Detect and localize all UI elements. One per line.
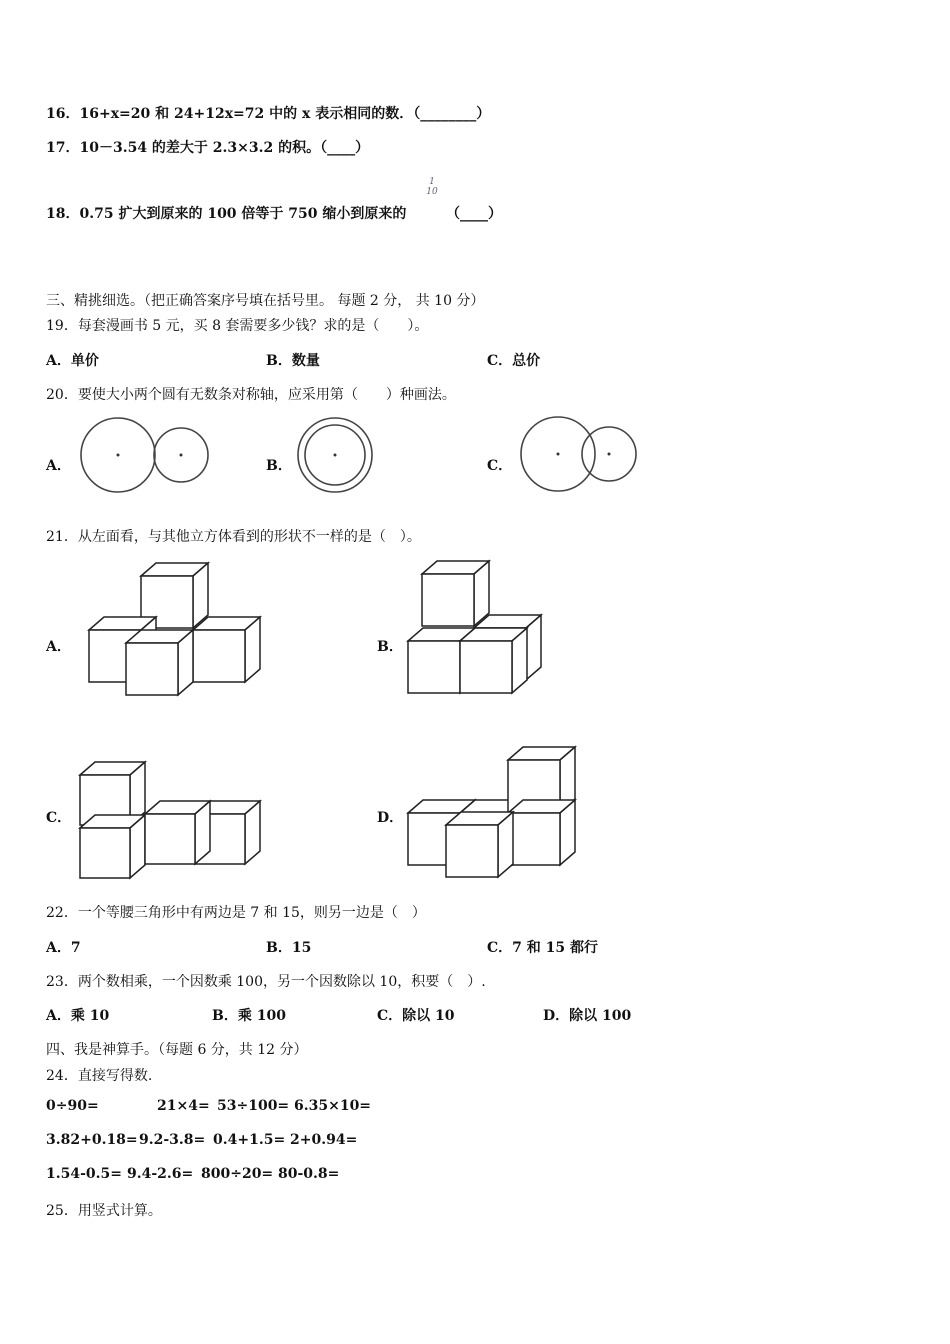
q19-option-a: A．单价: [46, 353, 99, 369]
cube: [508, 800, 575, 865]
cube-figures: [80, 561, 575, 878]
fraction-numerator: 1: [429, 177, 435, 187]
fraction-denominator: 10: [426, 187, 438, 197]
q22-option-b: B．15: [266, 940, 312, 956]
q21-option-b: B．: [377, 639, 403, 655]
q22-option-c: C．7 和 15 都行: [487, 940, 598, 956]
question-19: 19．每套漫画书 5 元，买 8 套需要多少钱？求的是（ ）。: [46, 318, 429, 334]
cube: [126, 630, 193, 695]
question-22: 22．一个等腰三角形中有两边是 7 和 15，则另一边是（ ）: [46, 905, 426, 921]
calc-item: 3.82+0.18=: [46, 1132, 138, 1148]
q21-option-a: A．: [46, 639, 71, 655]
cube: [446, 812, 513, 877]
q20-option-c: C．: [487, 458, 513, 474]
calc-item: 2+0.94=: [290, 1132, 358, 1148]
calc-item: 0.4+1.5=: [213, 1132, 286, 1148]
q23-option-b: B．乘 100: [212, 1008, 286, 1024]
calc-item: 9.4-2.6=: [127, 1166, 194, 1182]
q20-option-a: A．: [46, 458, 71, 474]
center-dot: [117, 454, 120, 457]
q23-option-d: D．除以 100: [543, 1008, 632, 1024]
q23-option-a: A．乘 10: [46, 1008, 110, 1024]
circle-figures: [81, 417, 636, 492]
cube: [145, 801, 210, 864]
q20-option-b: B．: [266, 458, 292, 474]
q21-option-d: D．: [377, 810, 404, 826]
calc-item: 9.2-3.8=: [139, 1132, 206, 1148]
calc-item: 53÷100=: [217, 1098, 290, 1114]
q23-option-c: C．除以 10: [377, 1008, 455, 1024]
center-dot: [557, 453, 560, 456]
question-17: 17．10－3.54 的差大于 2.3×3.2 的积。（____）: [46, 140, 370, 156]
center-dot: [180, 454, 183, 457]
calc-item: 80-0.8=: [278, 1166, 340, 1182]
cube: [193, 617, 260, 682]
question-20: 20．要使大小两个圆有无数条对称轴，应采用第（ ）种画法。: [46, 387, 456, 403]
circle-centers: [117, 453, 611, 457]
q21-option-c: C．: [46, 810, 72, 826]
question-16: 16．16+x=20 和 24+12x=72 中的 x 表示相同的数．（________）: [46, 106, 491, 122]
q22-option-a: A．7: [46, 940, 81, 956]
cube: [80, 815, 145, 878]
question-23: 23．两个数相乘，一个因数乘 100，另一个因数除以 10，积要（ ）.: [46, 974, 486, 990]
q19-option-b: B．数量: [266, 353, 320, 369]
calc-item: 0÷90=: [46, 1098, 99, 1114]
center-dot: [608, 453, 611, 456]
question-21: 21．从左面看，与其他立方体看到的形状不一样的是（ ）。: [46, 529, 421, 545]
center-dot: [334, 454, 337, 457]
q19-option-c: C．总价: [487, 353, 541, 369]
calc-item: 21×4=: [157, 1098, 210, 1114]
calc-item: 800÷20=: [201, 1166, 274, 1182]
section-4-heading: 四、我是神算手。（每题 6 分，共 12 分）: [46, 1042, 308, 1058]
calc-item: 6.35×10=: [294, 1098, 372, 1114]
question-25: 25．用竖式计算。: [46, 1203, 162, 1219]
cube: [422, 561, 489, 626]
question-18: 18．0.75 扩大到原来的 100 倍等于 750 缩小到原来的: [46, 206, 407, 222]
cube: [460, 628, 527, 693]
section-3-heading: 三、精挑细选。（把正确答案序号填在括号里。 每题 2 分， 共 10 分）: [46, 293, 485, 309]
question-24: 24．直接写得数.: [46, 1068, 153, 1084]
calc-item: 1.54-0.5=: [46, 1166, 122, 1182]
question-18-blank: （____）: [446, 206, 502, 222]
